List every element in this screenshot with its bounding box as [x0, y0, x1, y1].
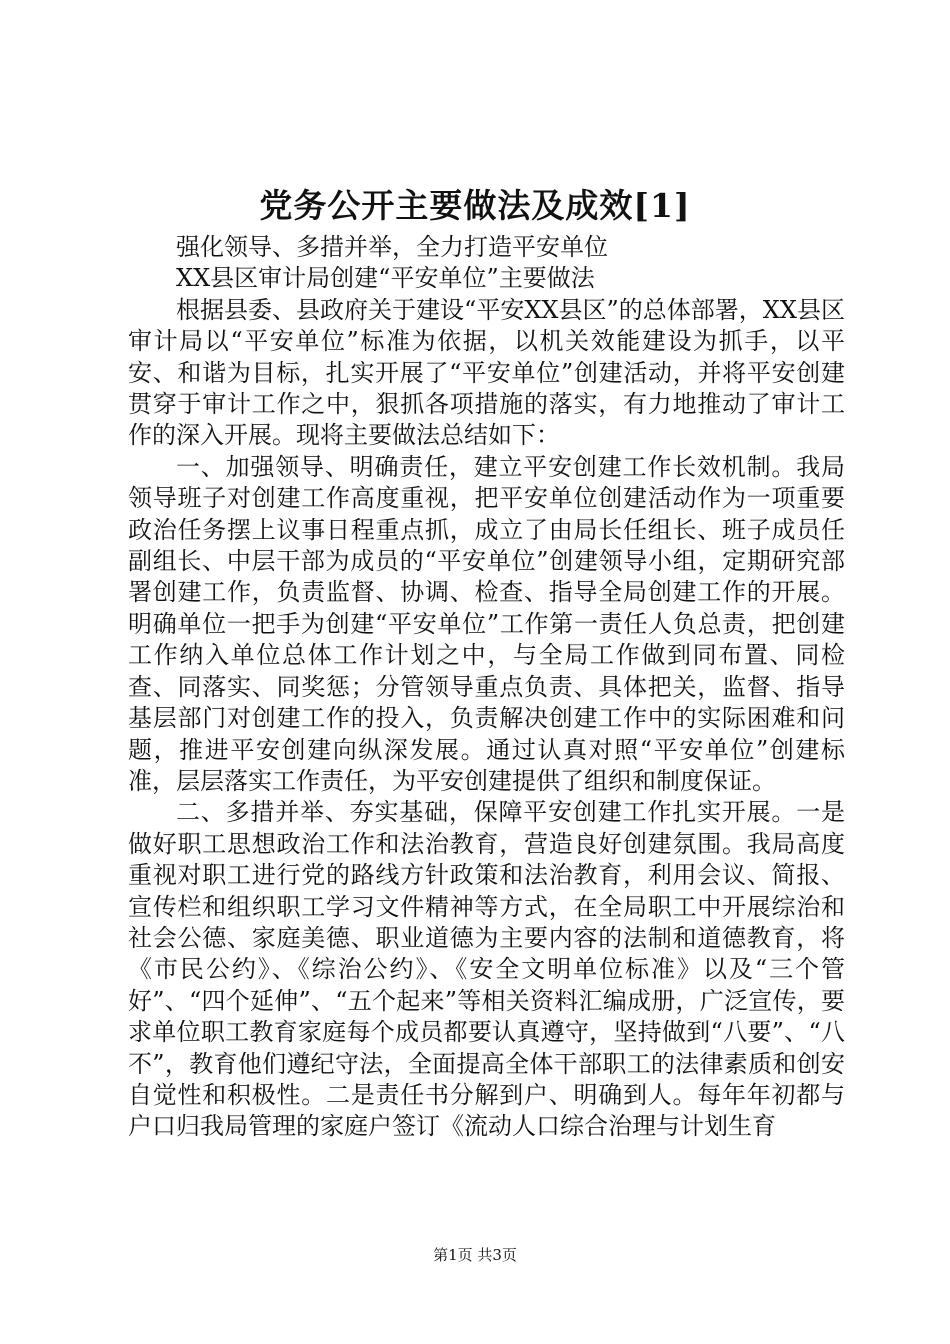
document-title: 党务公开主要做法及成效[1]	[259, 186, 691, 225]
section-two-paragraph: 二、多措并举、夯实基础，保障平安创建工作扎实开展。一是做好职工思想政治工作和法治教育，营造良好创建氛围。我局高度重视对职工进行党的路线方针政策和法治教育，利用会议、简报、宣传栏和组织职工学习文件精神等方式，在全局职工中开展综治和社会公德、家庭美德、职业道德为主要内容的法制和道德教育，将《市民公约》、《综治公约》、《安全文明单位标准》以及“三个管好”、“四个延伸”、“五个起来”等相关资料汇编成册，广泛宣传，要求单位职工教育家庭每个成员都要认真遵守，坚持做到“八要”、“八不”，教育他们遵纪守法，全面提高全体干部职工的法律素质和创安自觉性和积极性。二是责任书分解到户、明确到人。每年年初都与户口归我局管理的家庭户签订《流动人口综合治理与计划生育	[128, 798, 845, 1141]
heading-paragraph: XX县区审计局创建“平安单位”主要做法	[176, 264, 595, 293]
subtitle-paragraph: 强化领导、多措并举，全力打造平安单位	[176, 233, 608, 261]
section-one-paragraph: 一、加强领导、明确责任，建立平安创建工作长效机制。我局领导班子对创建工作高度重视，把平安单位创建活动作为一项重要政治任务摆上议事日程重点抓，成立了由局长任组长、班子成员任副组长、中层干部为成员的“平安单位”创建领导小组，定期研究部署创建工作，负责监督、协调、检查、指导全局创建工作的开展。明确单位一把手为创建“平安单位”工作第一责任人负总责，把创建工作纳入单位总体工作计划之中，与全局工作做到同布置、同检查、同落实、同奖惩；分管领导重点负责、具体把关，监督、指导基层部门对创建工作的投入，负责解决创建工作中的实际困难和问题，推进平安创建向纵深发展。通过认真对照“平安单位”创建标准，层层落实工作责任，为平安创建提供了组织和制度保证。	[128, 452, 845, 795]
intro-paragraph: 根据县委、县政府关于建设“平安XX县区”的总体部署，XX县区审计局以“平安单位”标准为依据，以机关效能建设为抓手，以平安、和谐为目标，扎实开展了“平安单位”创建活动，并将平安创建贯穿于审计工作之中，狠抓各项措施的落实，有力地推动了审计工作的深入开展。现将主要做法总结如下：	[128, 295, 845, 450]
document-body	[128, 232, 845, 1143]
page-footer: 第1页 共3页	[433, 1246, 517, 1264]
